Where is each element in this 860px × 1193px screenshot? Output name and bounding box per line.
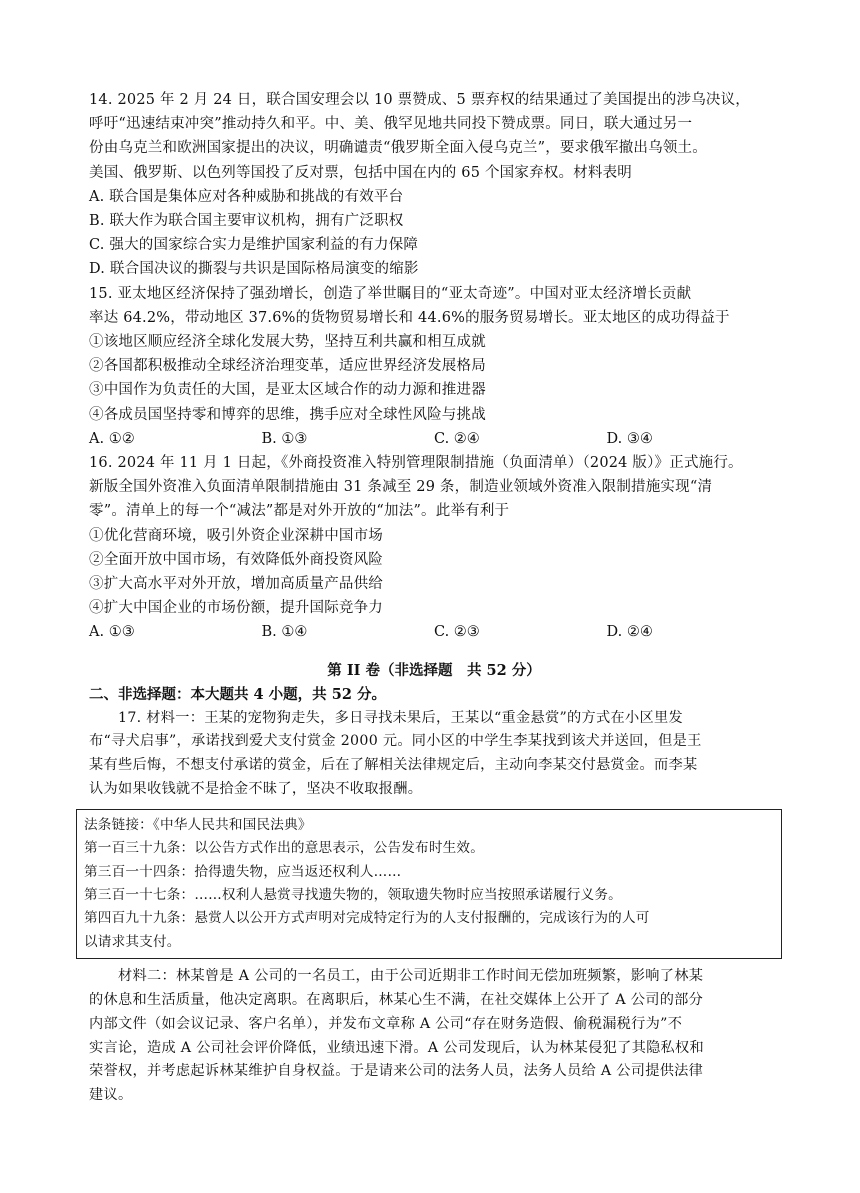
question-16-stem-line: 16. 2024 年 11 月 1 日起，《外商投资准入特别管理限制措施（负面清单）（2024 版）》正式施行。 (89, 455, 743, 472)
question-17 (84, 707, 779, 1108)
question-14-option-b: B. 联大作为联合国主要审议机构，拥有广泛职权 (89, 213, 404, 230)
question-14-option-d: D. 联合国决议的撕裂与共识是国际格局演变的缩影 (89, 261, 419, 278)
question-17-material-1-line: 布“寻犬启事”，承诺找到爱犬支付赏金 2000 元。同小区的中学生李某找到该犬并送回，但是王 (89, 733, 702, 750)
question-17-material-1-line: 某有些后悔，不想支付承诺的赏金，后在了解相关法律规定后，主动向李某交付悬赏金。而李某 (89, 757, 698, 774)
question-15 (89, 282, 779, 451)
question-16-option-d: D. ②④ (606, 624, 653, 641)
question-15-item: ①该地区顺应经济全球化发展大势，坚持互利共赢和相互成就 (89, 334, 486, 351)
question-16-option-a: A. ①③ (89, 624, 135, 641)
question-17-material-2-line: 内部文件（如会议记录、客户名单），并发布文章称 A 公司“存在财务造假、偷税漏税行为”不 (89, 1015, 683, 1032)
question-15-option-b: B. ①③ (261, 430, 308, 447)
question-15-option-c: C. ②④ (434, 430, 480, 447)
question-14-option-a: A. 联合国是集体应对各种威胁和挑战的有效平台 (89, 188, 404, 205)
question-14-option-c: C. 强大的国家综合实力是维护国家利益的有力保障 (89, 237, 419, 254)
question-15-options (89, 427, 779, 451)
question-15-stem-line: 率达 64.2%，带动地区 37.6%的货物贸易增长和 44.6%的服务贸易增长。亚太地区的成功得益于 (89, 309, 730, 326)
question-16-item: ①优化营商环境，吸引外资企业深耕中国市场 (89, 527, 383, 544)
question-16-stem-line: 零”。清单上的每一个“减法”都是对外开放的“加法”。此举有利于 (89, 503, 510, 520)
question-15-item: ②各国都积极推动全球经济治理变革，适应世界经济发展格局 (89, 358, 486, 375)
section-2-title: 第 II 卷（非选择题 共 52 分） (327, 661, 541, 679)
question-16-item: ④扩大中国企业的市场份额，提升国际竞争力 (89, 600, 383, 617)
law-reference-title: 法条链接：《中华人民共和国民法典》 (84, 816, 312, 833)
law-article: 第四百九十九条：悬赏人以公开方式声明对完成特定行为的人支付报酬的，完成该行为的人可 (84, 910, 650, 927)
question-17-material-2-line: 材料二：林某曾是 A 公司的一名员工，由于公司近期非工作时间无偿加班频繁，影响了林某 (118, 968, 704, 985)
question-14-stem-line: 美国、俄罗斯、以色列等国投了反对票，包括中国在内的 65 个国家弃权。材料表明 (89, 164, 632, 181)
question-14-stem-line: 份由乌克兰和欧洲国家提出的决议，明确谴责“俄罗斯全面入侵乌克兰”，要求俄军撤出乌领土。 (89, 140, 707, 157)
section-2-heading: 二、非选择题：本大题共 4 小题，共 52 分。 (89, 685, 386, 703)
question-17-material-2-line: 建议。 (89, 1087, 133, 1104)
law-reference-box (76, 809, 782, 959)
question-15-item: ③中国作为负责任的大国，是亚太区域合作的动力源和推进器 (89, 382, 486, 399)
law-article: 以请求其支付。 (84, 933, 181, 950)
question-16-item: ②全面开放中国市场，有效降低外商投资风险 (89, 551, 383, 568)
question-16-item: ③扩大高水平对外开放，增加高质量产品供给 (89, 576, 383, 593)
question-14-stem-line: 14. 2025 年 2 月 24 日，联合国安理会以 10 票赞成、5 票弃权的结果通过了美国提出的涉乌决议， (89, 92, 750, 108)
question-17-material-2-line: 荣誉权，并考虑起诉林某维护自身权益。于是请来公司的法务人员，法务人员给 A 公司提供法律 (89, 1063, 704, 1080)
question-16-option-c: C. ②③ (434, 624, 480, 641)
law-article: 第三百一十七条：……权利人悬赏寻找遗失物的，领取遗失物时应当按照承诺履行义务。 (84, 887, 622, 904)
question-16-option-b: B. ①④ (261, 624, 308, 641)
law-article: 第三百一十四条：拾得遗失物，应当返还权利人…… (84, 863, 402, 880)
question-16-stem-line: 新版全国外资准入负面清单限制措施由 31 条减至 29 条，制造业领域外资准入限制措施实现“清 (89, 479, 713, 496)
question-15-option-d: D. ③④ (606, 430, 653, 447)
question-17-material-1-line: 17. 材料一：王某的宠物狗走失，多日寻找未果后，王某以“重金悬赏”的方式在小区里发 (118, 709, 683, 726)
law-article: 第一百三十九条：以公告方式作出的意思表示，公告发布时生效。 (84, 840, 485, 857)
question-16 (89, 451, 779, 645)
question-14-stem-line: 呼吁“迅速结束冲突”推动持久和平。中、美、俄罕见地共同投下赞成票。同日，联大通过另一 (89, 116, 693, 133)
question-17-material-2-line: 的休息和生活质量，他决定离职。在离职后，林某心生不满，在社交媒体上公开了 A 公司的部分 (89, 992, 704, 1009)
question-15-stem-line: 15. 亚太地区经济保持了强劲增长，创造了举世瞩目的“亚太奇迹”。中国对亚太经济增长贡献 (89, 285, 692, 302)
question-15-option-a: A. ①② (89, 430, 135, 447)
question-15-item: ④各成员国坚持零和博弈的思维，携手应对全球性风险与挑战 (89, 406, 486, 423)
question-16-options (89, 620, 779, 644)
exam-page (84, 88, 779, 1108)
question-17-material-2-line: 实言论，造成 A 公司社会评价降低，业绩迅速下滑。A 公司发现后，认为林某侵犯了其隐私权和 (89, 1039, 705, 1056)
question-14 (89, 88, 779, 282)
question-17-material-1-line: 认为如果收钱就不是拾金不昧了，坚决不收取报酬。 (89, 781, 423, 798)
